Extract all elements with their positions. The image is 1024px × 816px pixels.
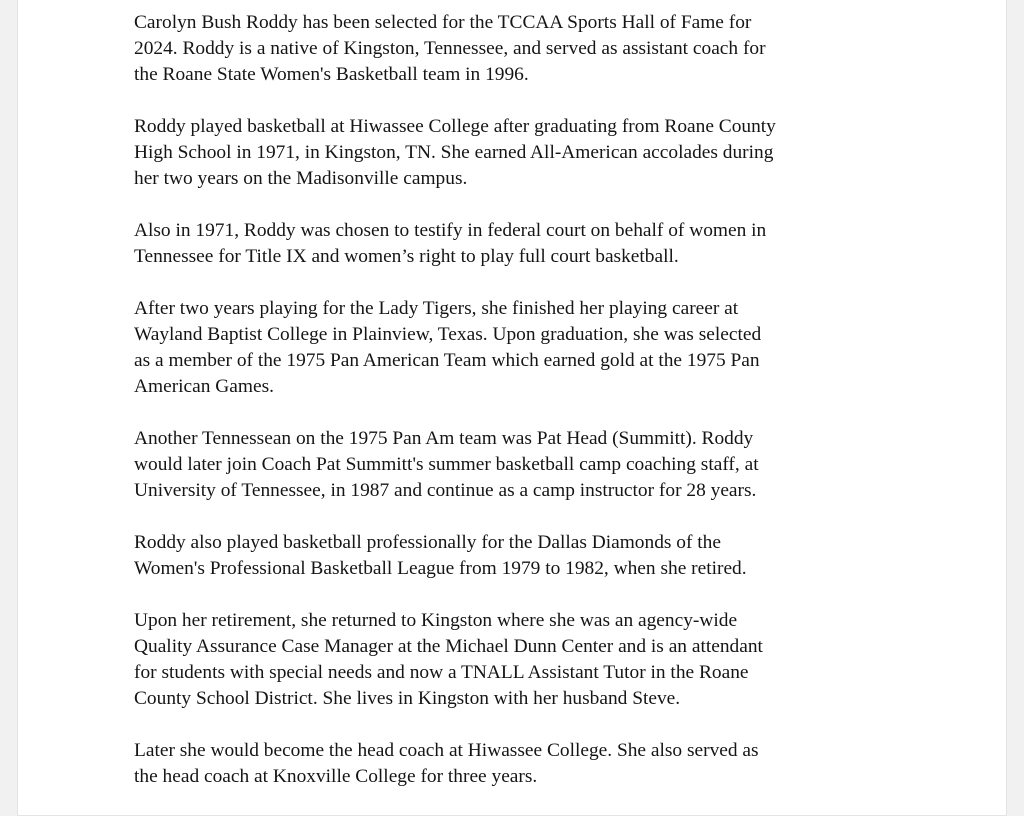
text-line: would later join Coach Pat Summitt's summer basketball camp coaching staff, at	[134, 454, 759, 475]
paragraph-retirement	[134, 608, 894, 712]
paragraph-wayland-baptist	[134, 296, 894, 400]
text-line: Roddy also played basketball professionally for the Dallas Diamonds of the	[134, 532, 721, 553]
paragraph-hall-of-fame	[134, 10, 894, 88]
text-line: Upon her retirement, she returned to Kingston where she was an agency-wide	[134, 610, 738, 631]
text-line: High School in 1971, in Kingston, TN. She earned All-American accolades during	[134, 142, 774, 163]
text-line: Women's Professional Basketball League from 1979 to 1982, when she retired.	[134, 558, 747, 579]
paragraph-pan-am-team	[134, 426, 894, 504]
text-line: Carolyn Bush Roddy has been selected for the TCCAA Sports Hall of Fame for	[134, 12, 752, 33]
text-line: Later she would become the head coach at Hiwassee College. She also served as	[134, 740, 759, 761]
text-line: After two years playing for the Lady Tigers, she finished her playing career at	[134, 298, 739, 319]
document-body	[134, 10, 894, 816]
text-line: as a member of the 1975 Pan American Team which earned gold at the 1975 Pan	[134, 350, 760, 371]
text-line: the Roane State Women's Basketball team in 1996.	[134, 64, 529, 85]
document-page	[18, 0, 1006, 815]
text-line: University of Tennessee, in 1987 and continue as a camp instructor for 28 years.	[134, 480, 757, 501]
paragraph-head-coach	[134, 738, 894, 790]
paragraph-hiwassee	[134, 114, 894, 192]
text-line: her two years on the Madisonville campus.	[134, 168, 468, 189]
text-line: for students with special needs and now a TNALL Assistant Tutor in the Roane	[134, 662, 749, 683]
text-line: Also in 1971, Roddy was chosen to testify in federal court on behalf of women in	[134, 220, 767, 241]
text-line: Tennessee for Title IX and women’s right to play full court basketball.	[134, 246, 679, 267]
text-line: Quality Assurance Case Manager at the Michael Dunn Center and is an attendant	[134, 636, 763, 657]
paragraph-dallas-diamonds	[134, 530, 894, 582]
text-line: American Games.	[134, 376, 274, 397]
text-line: 2024. Roddy is a native of Kingston, Tennessee, and served as assistant coach for	[134, 38, 766, 59]
text-line: County School District. She lives in Kingston with her husband Steve.	[134, 688, 681, 709]
paragraph-title-ix	[134, 218, 894, 270]
text-line: Roddy played basketball at Hiwassee College after graduating from Roane County	[134, 116, 776, 137]
text-line: Another Tennessean on the 1975 Pan Am team was Pat Head (Summitt). Roddy	[134, 428, 754, 449]
text-line: the head coach at Knoxville College for three years.	[134, 766, 538, 787]
text-line: Wayland Baptist College in Plainview, Texas. Upon graduation, she was selected	[134, 324, 762, 345]
